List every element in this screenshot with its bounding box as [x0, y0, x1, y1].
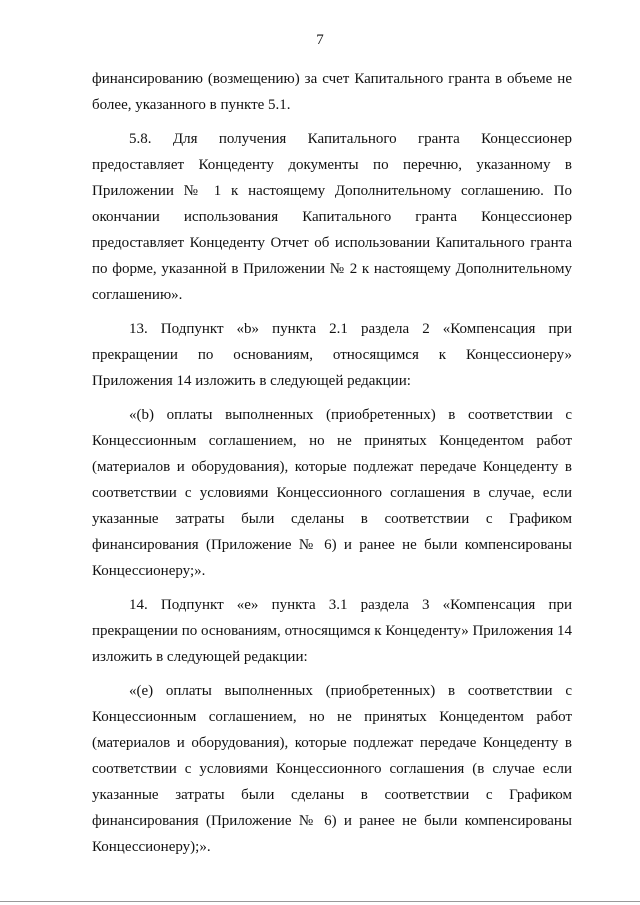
quote-b: «(b) оплаты выполненных (приобретенных) в соответствии с Концессионным соглашением, но не принятых Концедентом работ (материалов и оборудования), которые подлежат передаче Концеденту в соответствии с условиями Концессионного соглашения в случае, если указанные затраты были сделаны в соответствии с Графиком финансирования (Приложение № 6) и ранее не были компенсированы Концессионеру;». [92, 407, 572, 579]
quote-e: «(е) оплаты выполненных (приобретенных) в соответствии с Концессионным соглашением, но не принятых Концедентом работ (материалов и оборудования), которые подлежат передаче Концеденту в соответствии с условиями Концессионного соглашения (в случае если указанные затраты были сделаны в соответствии с Графиком финансирования (Приложение № 6) и ранее не были компенсированы Концессионеру);». [92, 683, 572, 855]
document-body [92, 66, 572, 868]
paragraph-14: 14. Подпункт «е» пункта 3.1 раздела 3 «Компенсация при прекращении по основаниям, относящимся к Концеденту» Приложения 14 изложить в следующей редакции: [92, 597, 572, 665]
page-number: 7 [316, 32, 324, 48]
paragraph-5-8: 5.8. Для получения Капитального гранта Концессионер предоставляет Концеденту документы по перечню, указанному в Приложении № 1 к настоящему Дополнительному соглашению. По окончании использования Капитального гранта Концессионер предоставляет Концеденту Отчет об использовании Капитального гранта по форме, указанной в Приложении № 2 к настоящему Дополнительному соглашению». [92, 131, 572, 303]
bottom-edge-line [0, 901, 640, 902]
paragraph-13: 13. Подпункт «b» пункта 2.1 раздела 2 «Компенсация при прекращении по основаниям, относящимся к Концессионеру» Приложения 14 изложить в следующей редакции: [92, 321, 572, 389]
paragraph-continuation: финансированию (возмещению) за счет Капитального гранта в объеме не более, указанного в пункте 5.1. [92, 71, 572, 113]
